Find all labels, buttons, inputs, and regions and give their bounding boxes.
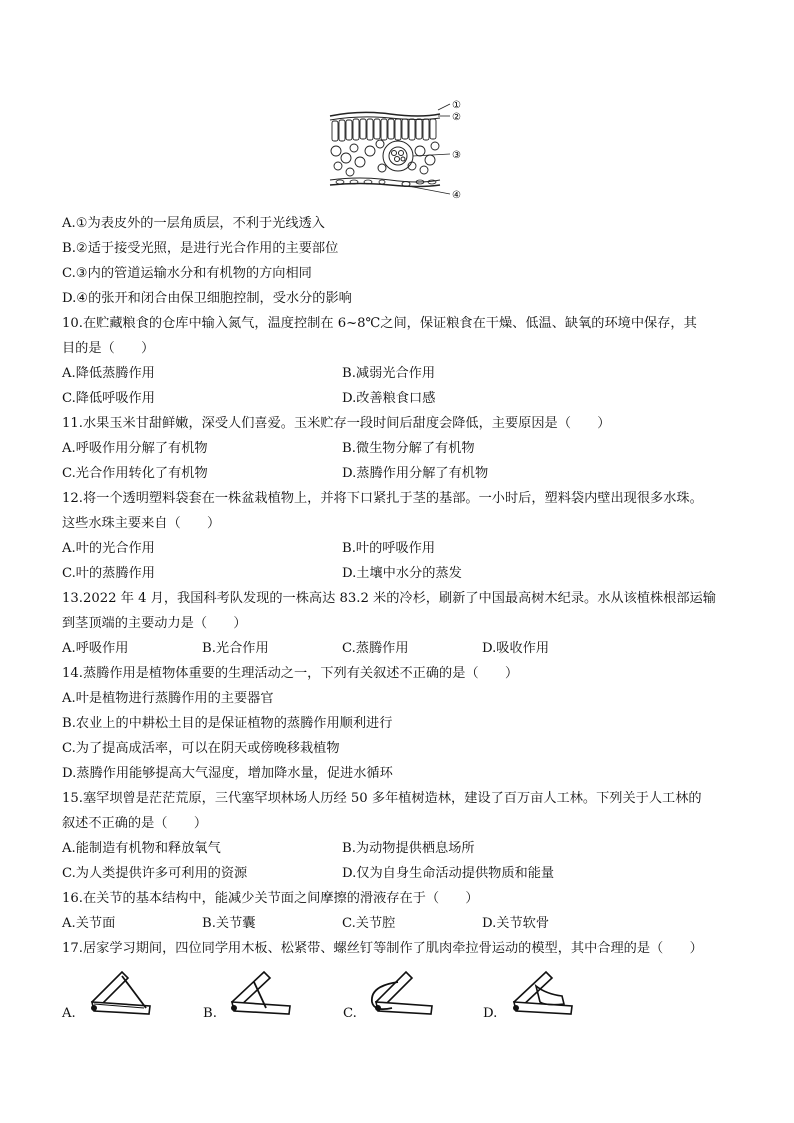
q17-label-b: B. xyxy=(203,1006,217,1021)
q11-option-b: B.微生物分解了有机物 xyxy=(342,441,475,456)
q17-model-b-figure xyxy=(226,966,298,1018)
q12-option-b: B.叶的呼吸作用 xyxy=(342,541,436,556)
q12-option-c: C.叶的蒸腾作用 xyxy=(62,566,155,581)
label-1: ① xyxy=(452,100,461,111)
q10-option-c: C.降低呼吸作用 xyxy=(62,391,155,406)
q10-stem-line1: 10.在贮藏粮食的仓库中输入氮气，温度控制在 6~8℃之间，保证粮食在干燥、低温、缺氧的环境中保存，其 xyxy=(62,316,697,331)
q11-stem: 11.水果玉米甘甜鲜嫩，深受人们喜爱。玉米贮存一段时间后甜度会降低，主要原因是（ ） xyxy=(62,416,611,431)
q17-model-d-figure xyxy=(506,966,580,1018)
q15-stem-line2: 叙述不正确的是（ ） xyxy=(62,816,208,831)
q17-label-a: A. xyxy=(62,1006,76,1021)
q15-option-c: C.为人类提供许多可利用的资源 xyxy=(62,866,248,881)
q10-option-d: D.改善粮食口感 xyxy=(342,391,436,406)
q9-option-d: D.④的张开和闭合由保卫细胞控制，受水分的影响 xyxy=(62,291,352,306)
q10-option-b: B.减弱光合作用 xyxy=(342,366,436,381)
q12-stem-line1: 12.将一个透明塑料袋套在一株盆栽植物上，并将下口紧扎于茎的基部。一小时后，塑料袋内壁出现很多水珠。 xyxy=(62,491,703,506)
q17-model-c-figure xyxy=(362,966,438,1018)
q13-option-c: C.蒸腾作用 xyxy=(342,641,409,656)
q17-stem: 17.居家学习期间，四位同学用木板、松紧带、螺丝钉等制作了肌肉牵拉骨运动的模型，其中合理的是（ ） xyxy=(62,941,703,956)
q9-option-a: A.①为表皮外的一层角质层，不利于光线透入 xyxy=(62,216,325,231)
q15-option-d: D.仅为自身生命活动提供物质和能量 xyxy=(342,866,555,881)
q11-option-d: D.蒸腾作用分解了有机物 xyxy=(342,466,489,481)
q11-option-a: A.呼吸作用分解了有机物 xyxy=(62,441,208,456)
q17-model-a-figure xyxy=(86,966,158,1018)
q9-option-b: B.②适于接受光照，是进行光合作用的主要部位 xyxy=(62,241,339,256)
q14-option-d: D.蒸腾作用能够提高大气湿度，增加降水量，促进水循环 xyxy=(62,766,393,781)
q12-stem-line2: 这些水珠主要来自（ ） xyxy=(62,516,221,531)
q13-stem-line2: 到茎顶端的主要动力是（ ） xyxy=(62,616,247,631)
label-4: ④ xyxy=(452,190,461,201)
q16-option-b: B.关节囊 xyxy=(202,916,256,931)
q17-label-d: D. xyxy=(483,1006,498,1021)
q14-option-b: B.农业上的中耕松土目的是保证植物的蒸腾作用顺利进行 xyxy=(62,716,393,731)
q13-stem-line1: 13.2022 年 4 月，我国科考队发现的一株高达 83.2 米的冷杉，刷新了中国最高树木纪录。水从该植株根部运输 xyxy=(62,591,716,606)
q9-option-c: C.③内的管道运输水分和有机物的方向相同 xyxy=(62,266,312,281)
q10-option-a: A.降低蒸腾作用 xyxy=(62,366,155,381)
q17-label-c: C. xyxy=(343,1006,357,1021)
q11-option-c: C.光合作用转化了有机物 xyxy=(62,466,208,481)
q16-stem: 16.在关节的基本结构中，能减少关节面之间摩擦的滑液存在于（ ） xyxy=(62,891,479,906)
q15-option-b: B.为动物提供栖息场所 xyxy=(342,841,475,856)
label-2: ② xyxy=(452,112,461,123)
q13-option-b: B.光合作用 xyxy=(202,641,269,656)
q15-stem-line1: 15.塞罕坝曾是茫茫荒原，三代塞罕坝林场人历经 50 多年植树造林，建设了百万亩人工林。下列关于人工林的 xyxy=(62,791,702,806)
q16-option-c: C.关节腔 xyxy=(342,916,396,931)
q14-stem: 14.蒸腾作用是植物体重要的生理活动之一，下列有关叙述不正确的是（ ） xyxy=(62,666,519,681)
q16-option-a: A.关节面 xyxy=(62,916,116,931)
q13-option-a: A.呼吸作用 xyxy=(62,641,129,656)
label-3: ③ xyxy=(452,150,461,161)
q15-option-a: A.能制造有机物和释放氧气 xyxy=(62,841,221,856)
q12-option-d: D.土壤中水分的蒸发 xyxy=(342,566,462,581)
q13-option-d: D.吸收作用 xyxy=(482,641,550,656)
q14-option-a: A.叶是植物进行蒸腾作用的主要器官 xyxy=(62,691,274,706)
leaf-cross-section-figure xyxy=(320,96,470,202)
q14-option-c: C.为了提高成活率，可以在阴天或傍晚移栽植物 xyxy=(62,741,340,756)
q16-option-d: D.关节软骨 xyxy=(482,916,550,931)
q10-stem-line2: 目的是（ ） xyxy=(62,341,155,356)
q12-option-a: A.叶的光合作用 xyxy=(62,541,155,556)
